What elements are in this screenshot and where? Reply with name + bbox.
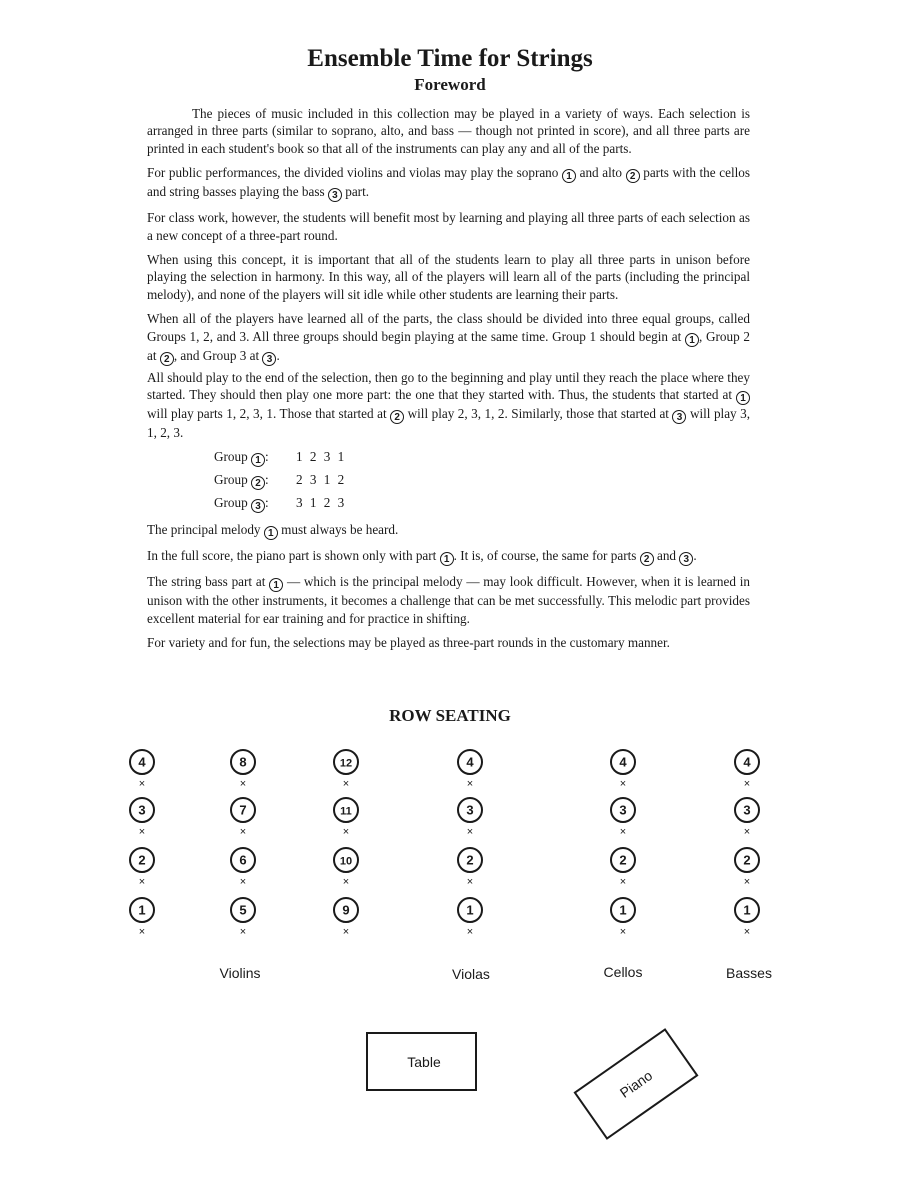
seat-number: 1 [466,902,474,918]
seat-marker: × [342,778,350,790]
circled-number: 2 [626,169,640,183]
seat-number: 8 [239,754,247,770]
group-sequence: 2 3 1 2 [296,472,345,488]
seat-marker: × [342,826,350,838]
circled-number: 3 [328,188,342,202]
seat-number: 3 [138,802,146,818]
seat-marker: × [466,826,474,838]
text-fragment: . [276,347,280,363]
text-fragment: All should play to the end of the selection, then go to the beginning and play until they reach the place where they started. They should then play one more part: the one that they started with. Thus, the students that started at [147,369,750,403]
circled-number: 1 [251,453,265,467]
text-fragment: In the full score, the piano part is shown only with part [147,548,437,564]
text-fragment: parts with the cellos and string basses playing the bass [147,165,750,200]
text-fragment: — which is the principal melody — may look difficult. However, when it is learned in unison with the other instruments, it becomes a challenge that can be met successfully. This melodic part provides excellent material for ear training and for practice in shifting. [147,574,751,626]
group-word: Group [214,472,248,488]
text-fragment: For public performances, the divided violins and violas may play the soprano [147,165,559,181]
text-fragment: , Group 2 at [147,328,751,363]
text-fragment: . [693,548,697,564]
page-subtitle: Foreword [414,75,486,94]
seat-number: 4 [466,754,474,770]
circled-number: 2 [160,352,174,366]
text-fragment: and alto [579,165,623,181]
circled-number: 3 [251,499,265,513]
text-fragment: part. [345,184,370,200]
seat-marker: × [138,826,146,838]
seat-number: 5 [239,902,247,918]
row-seating-title: ROW SEATING [389,706,511,725]
text-fragment: The string bass part at [147,574,266,590]
seat-number: 3 [466,802,474,818]
seat-marker: × [138,876,146,888]
seat-marker: × [743,826,751,838]
seat-marker: × [466,926,474,938]
seat-marker: × [239,926,247,938]
group-word: Group [214,449,248,465]
circled-number: 1 [269,578,283,592]
seat-number: 7 [239,802,247,818]
seat-number: 6 [239,852,247,868]
group-row: Group 3 : 3 1 2 3 [214,495,345,513]
seat-marker: × [342,926,350,938]
circled-number: 1 [685,333,699,347]
foreword-paragraph-3: For class work, however, the students will benefit most by learning and playing all three parts of each selection as a new concept of a three-part round. [147,210,750,243]
seat-marker: × [466,876,474,888]
text-fragment: When all of the players have learned all of the parts, the class should be divided into three equal groups, called Groups 1, 2, and 3. All three groups should begin playing at the same time. Group 1 should begin at [147,311,750,344]
text-fragment: , and Group 3 at [173,347,260,363]
seat-number: 1 [743,902,751,918]
seat-marker: × [239,876,247,888]
circled-number: 1 [264,526,278,540]
group-row: Group 2 : 2 3 1 2 [214,472,345,490]
seat-marker: × [743,926,751,938]
seat-marker: × [138,926,146,938]
seat-marker: × [619,926,627,938]
text-fragment: will play parts 1, 2, 3, 1. Those that started at [147,406,387,422]
seat-number: 3 [619,802,627,818]
basses-label: Basses [726,965,772,981]
seat-number: 2 [466,852,474,868]
text-fragment: and [656,548,677,564]
seat-marker: × [743,778,751,790]
circled-number: 3 [672,410,686,424]
seat-number: 12 [339,757,353,770]
group-word: Group [214,495,248,511]
circled-number: 3 [679,552,693,566]
seat-number: 2 [619,852,627,868]
circled-number: 1 [562,169,576,183]
seat-number: 2 [138,852,146,868]
seat-marker: × [239,826,247,838]
seat-number: 4 [619,754,627,770]
group-row: Group 1 : 1 2 3 1 [214,449,345,467]
text-fragment: The principal melody [147,522,261,538]
seat-marker: × [619,876,627,888]
seat-number: 4 [138,754,146,770]
text-fragment: will play 3, 1, 2, 3. [147,406,751,441]
text-fragment: will play 2, 3, 1, 2. Similarly, those that started at [407,406,669,422]
foreword-paragraph-10: For variety and for fun, the selections may be played as three-part rounds in the customary manner. [147,635,670,651]
circled-number: 3 [262,352,276,366]
piano-group [575,1030,697,1139]
seat-number: 4 [743,754,751,770]
foreword-paragraph-1: The pieces of music included in this collection may be played in a variety of ways. Each selection is arranged in three parts (similar to soprano, alto, and bass — though not printed in score), and all three parts are printed in each student's book so that all of the instruments can play any and all of the parts. [147,106,750,156]
seat-marker: × [619,778,627,790]
violins-label: Violins [219,965,261,981]
circled-number: 2 [390,410,404,424]
seat-marker: × [619,826,627,838]
group-sequence: 1 2 3 1 [296,449,345,465]
table-label: Table [407,1054,441,1070]
group-sequence: 3 1 2 3 [296,495,345,511]
text-fragment: must always be heard. [281,522,399,538]
piano-label: Piano [616,1067,656,1101]
circled-number: 1 [440,552,454,566]
seat-marker: × [743,876,751,888]
foreword-paragraph-4: When using this concept, it is important that all of the students learn to play all three parts in unison before playing the selection in harmony. In this way, all of the players will learn all of the parts (including the principal melody), and none of the players will sit idle while other students are learning their parts. [147,252,750,302]
circled-number: 2 [640,552,654,566]
seat-marker: × [342,876,350,888]
seat-number: 9 [342,902,350,918]
seat-marker: × [466,778,474,790]
seat-number: 2 [743,852,751,868]
seat-marker: × [239,778,247,790]
seat-number: 11 [340,805,352,818]
cellos-label: Cellos [603,964,643,980]
seat-number: 10 [339,855,353,868]
page-title: Ensemble Time for Strings [307,45,593,72]
circled-number: 1 [736,391,750,405]
seat-number: 1 [619,902,627,918]
seat-number: 1 [138,902,146,918]
violas-label: Violas [452,966,490,982]
seat-number: 3 [743,802,751,818]
seat-grid [130,750,759,938]
text-fragment: . It is, of course, the same for parts [453,548,637,564]
seat-marker: × [138,778,146,790]
circled-number: 2 [251,476,265,490]
